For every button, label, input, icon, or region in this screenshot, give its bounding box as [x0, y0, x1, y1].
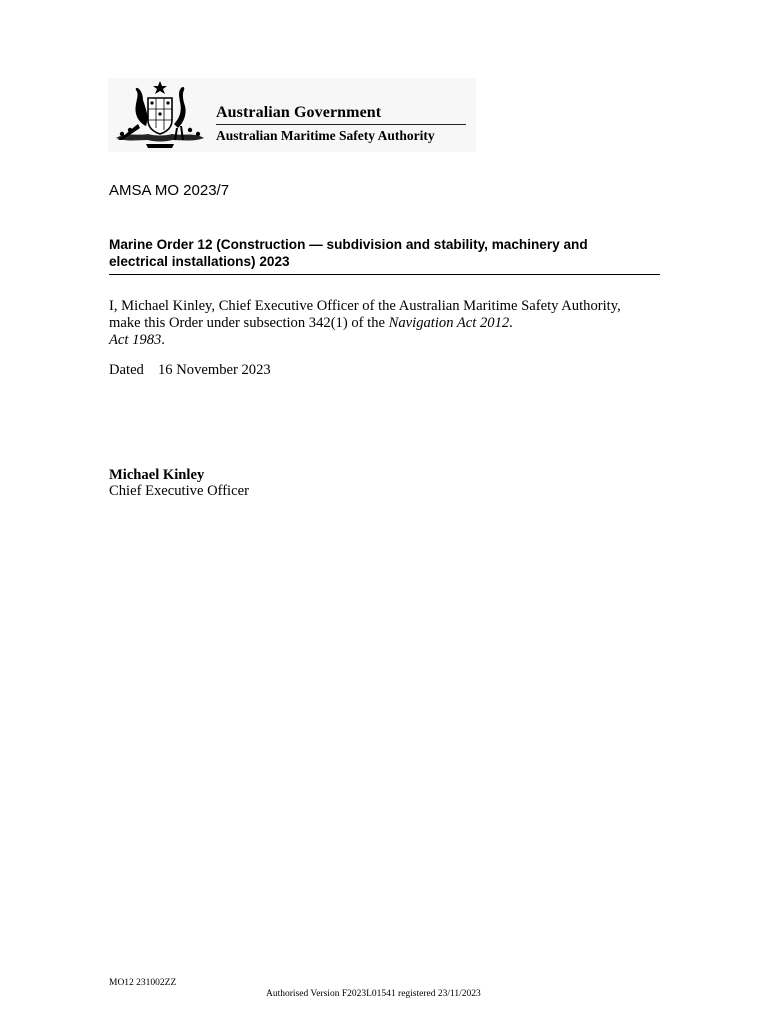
- order-number: AMSA MO 2023/7: [109, 182, 230, 199]
- intro-line-2-text: make this Order under subsection 342(1) of the: [109, 315, 389, 331]
- government-logo: [108, 78, 476, 152]
- title-line-2: electrical installations) 2023: [109, 254, 290, 269]
- document-title: [109, 236, 669, 270]
- org-name-primary: Australian Government: [216, 104, 382, 121]
- logo-divider: [216, 124, 466, 125]
- intro-line-2-suffix: .: [509, 315, 513, 331]
- intro-line-1: I, Michael Kinley, Chief Executive Officer of the Australian Maritime Safety Authority,: [109, 298, 621, 314]
- intro-line-2: [109, 315, 513, 332]
- footer-authorised-version: Authorised Version F2023L01541 registered 23/11/2023: [266, 989, 481, 999]
- coat-of-arms-icon: [108, 78, 212, 152]
- signer-title: Chief Executive Officer: [109, 483, 249, 499]
- dated-label: Dated: [109, 362, 144, 378]
- intro-line-3: [109, 332, 165, 349]
- footer-document-code: MO12 231002ZZ: [109, 978, 177, 988]
- act-name-fragment: Act 1983: [109, 332, 162, 348]
- title-underline: [109, 274, 660, 275]
- title-line-1: Marine Order 12 (Construction — subdivision and stability, machinery and: [109, 237, 588, 252]
- intro-line-3-suffix: .: [161, 332, 165, 348]
- org-name-secondary: Australian Maritime Safety Authority: [216, 128, 435, 143]
- signer-name: Michael Kinley: [109, 467, 205, 483]
- act-name-navigation: Navigation Act 2012: [388, 315, 510, 331]
- dated-value: 16 November 2023: [158, 362, 271, 378]
